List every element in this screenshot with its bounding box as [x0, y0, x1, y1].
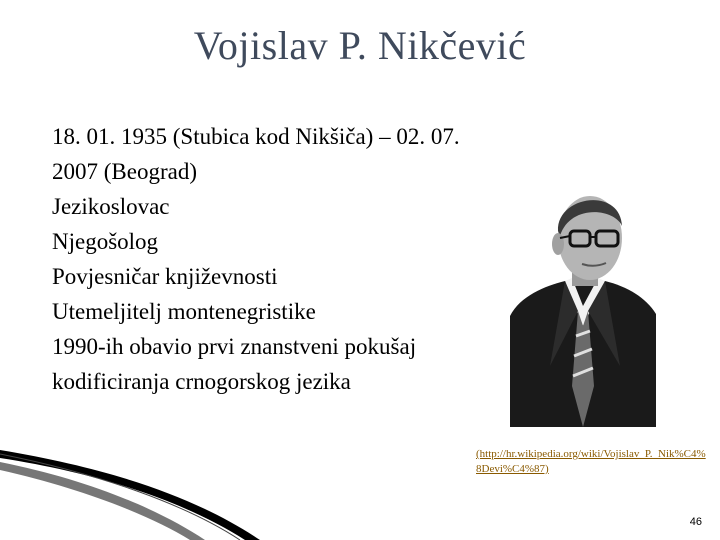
bio-line-dates: 18. 01. 1935 (Stubica kod Nikšiča) – 02. 07. 2007 (Beograd)	[52, 124, 460, 184]
bio-line-codification: 1990-ih obavio prvi znanstveni pokušaj kodificiranja crnogorskog jezika	[52, 334, 417, 394]
slide-title: Vojislav P. Nikčević	[193, 23, 527, 68]
bio-line-linguist: Jezikoslovac	[52, 194, 170, 219]
biography-list	[52, 119, 502, 399]
bio-line-literary-historian: Povjesničar književnosti	[52, 264, 278, 289]
source-link[interactable]: (http://hr.wikipedia.org/wiki/Vojislav_P._Nik%C4%8Devi%C4%87)	[476, 448, 706, 475]
portrait-photo	[510, 186, 656, 427]
bio-line-njegos-scholar: Njegošolog	[52, 229, 159, 254]
bio-line-founder: Utemeljitelj montenegristike	[52, 299, 316, 324]
page-number: 46	[689, 516, 702, 528]
